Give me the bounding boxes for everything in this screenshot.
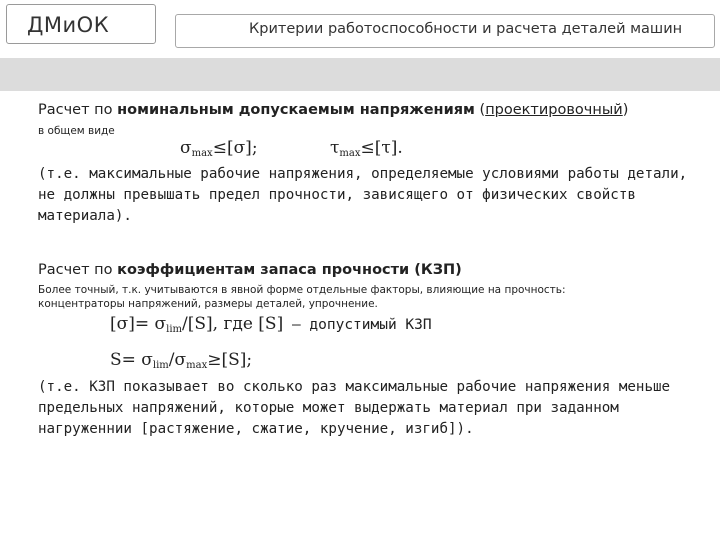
section2-note: Более точный, т.к. учитываются в явной форме отдельные факторы, влияющие на прочность: концентраторы напряжений, размеры деталей, упрочнение. (38, 284, 566, 310)
formula-allowable-stress (110, 314, 432, 335)
section2-explanation: (т.е. КЗП показывает во сколько раз максимальные рабочие напряжения меньше предельных напряжений, которые может выдержать материал при заданном нагруженнии [растяжение, сжатие, кручение, изгиб]). (38, 379, 671, 437)
formula1-desc: – допустимый КЗП (283, 317, 432, 333)
logo-text: ДМиОК (27, 13, 110, 37)
formula-tau (330, 138, 403, 159)
header-title-box (175, 14, 715, 48)
section2-heading (38, 262, 462, 278)
formula-tau-symbol: τ (330, 138, 340, 158)
section2-heading-bold: коэффициентам запаса прочности (КЗП) (117, 262, 462, 278)
formula2-sub2: max (186, 360, 208, 371)
section1-heading-prefix: Расчет по (38, 102, 118, 118)
formula1-sub: lim (166, 324, 183, 335)
logo-box (6, 4, 156, 44)
formula2-lhs: S= σ (110, 350, 153, 370)
section1-explanation: (т.е. максимальные рабочие напряжения, определяемые условиями работы детали, не должны превышать предел прочности, зависящего от физических свойств материала). (38, 166, 688, 224)
formula2-mid: /σ (168, 350, 187, 370)
formula-sigma-rel: ≤[σ]; (212, 138, 258, 158)
formula-sigma (180, 138, 258, 159)
formula1-lhs: [σ]= σ (110, 314, 167, 334)
header-band (0, 58, 720, 91)
formula2-sub1: lim (152, 360, 169, 371)
section1-heading (38, 102, 628, 118)
header-title: Критерии работоспособности и расчета деталей машин (249, 21, 683, 37)
formula-safety-factor (110, 350, 252, 371)
formula-tau-rel: ≤[τ]. (360, 138, 403, 158)
section1-paren-open: ( (474, 102, 486, 118)
slide-header (0, 0, 720, 56)
formula-sigma-symbol: σ (180, 138, 192, 158)
section1-subtitle: в общем виде (38, 125, 115, 137)
section1-heading-underlined: проектировочный (485, 102, 623, 118)
formula2-rest: ≥[S]; (207, 350, 253, 370)
section1-paren-close: ) (622, 102, 629, 118)
formula-sigma-sub: max (191, 148, 213, 159)
formula-tau-sub: max (339, 148, 361, 159)
section1-heading-bold: номинальным допускаемым напряжениям (117, 102, 475, 118)
section2-heading-prefix: Расчет по (38, 262, 118, 278)
formula1-rest: /[S], где [S] (182, 314, 284, 334)
